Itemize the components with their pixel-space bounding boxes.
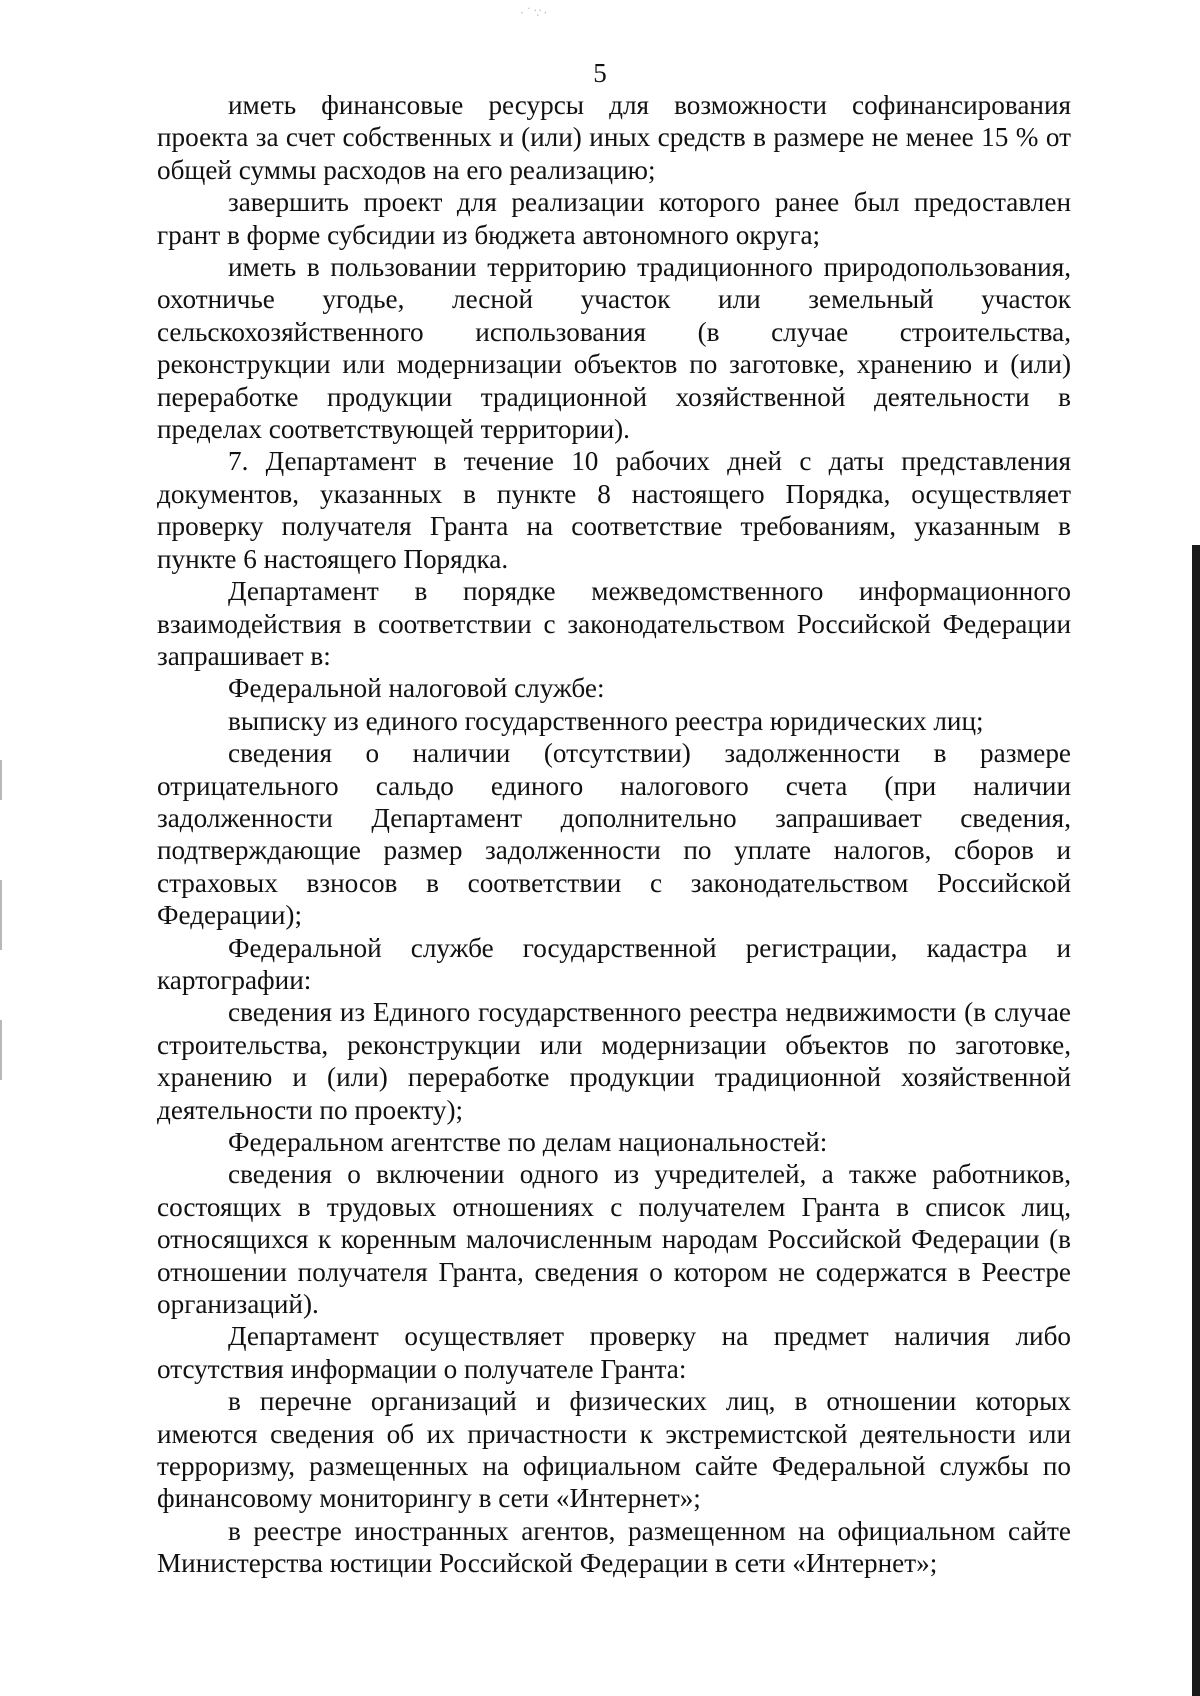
paragraph-indigenous-list: сведения о включении одного из учредителей, а также работников, состоящих в трудовых отношениях с получателем Гранта в список лиц, относящихся к коренным малочисленным народам Российской Федерации (в отношении получателя Гранта, сведения о котором не содержатся в Реестре организаций). <box>157 1159 1071 1320</box>
page-number: 5 <box>593 58 607 88</box>
paragraph-foreign-agents-register: в реестре иностранных агентов, размещенном на официальном сайте Министерства юстиции Российской Федерации в сети «Интернет»; <box>157 1515 1071 1579</box>
paragraph-cofinancing: иметь финансовые ресурсы для возможности софинансирования проекта за счет собственных и (или) иных средств в размере не менее 15 % от общей суммы расходов на его реализацию; <box>157 90 1071 185</box>
paragraph-registration-service: Федеральной службе государственной регистрации, кадастра и картографии: <box>157 932 1071 995</box>
paragraph-item-7: 7. Департамент в течение 10 рабочих дней с даты представления документов, указанных в пункте 8 настоящего Порядка, осуществляет проверку получателя Гранта на соответствие требованиям, указанным в пункте 6 настоящего Порядка. <box>157 446 1071 574</box>
scan-edge-shadow <box>1192 545 1200 1696</box>
paragraph-nationalities-agency: Федеральном агентстве по делам национальностей: <box>228 1127 828 1157</box>
scan-artifact-top: ·˙∵· <box>520 6 550 20</box>
scan-artifact-left <box>0 760 2 800</box>
paragraph-extremism-list: в перечне организаций и физических лиц, в отношении которых имеются сведения об их причастности к экстремистской деятельности или терроризму, размещенных на официальном сайте Федеральной службы по финансовому мониторингу в сети «Интернет»; <box>157 1386 1071 1514</box>
scan-artifact-left <box>0 1020 2 1080</box>
paragraph-interagency-request: Департамент в порядке межведомственного информационного взаимодействия в соответствии с законодательством Российской Федерации запрашивает в: <box>157 576 1071 671</box>
scan-artifact-left <box>0 880 2 950</box>
paragraph-real-estate-register: сведения из Единого государственного реестра недвижимости (в случае строительства, реконструкции или модернизации объектов по заготовке, хранению и (или) переработке продукции традиционной хозяйственной деятельности по проекту); <box>157 997 1071 1125</box>
document-body <box>157 89 1071 1580</box>
paragraph-tax-service: Федеральной налоговой службе: <box>228 673 605 704</box>
paragraph-territory-use: иметь в пользовании территорию традиционного природопользования, охотничье угодье, лесной участок или земельный участок сельскохозяйственного использования (в случае строительства, реконструкции или модернизации объектов по заготовке, хранению и (или) переработке продукции традиционной хозяйственной деятельности в пределах соответствующей территории). <box>157 252 1071 445</box>
paragraph-department-check: Департамент осуществляет проверку на предмет наличия либо отсутствия информации о получателе Гранта: <box>157 1321 1071 1384</box>
paragraph-debt-info: сведения о наличии (отсутствии) задолженности в размере отрицательного сальдо единого налогового счета (при наличии задолженности Департамент дополнительно запрашивает сведения, подтверждающие размер задолженности по уплате налогов, сборов и страховых взносов в соответствии с законодательством Российской Федерации); <box>157 738 1071 931</box>
paragraph-legal-entities-extract: выписку из единого государственного реестра юридических лиц; <box>228 705 984 736</box>
paragraph-complete-project: завершить проект для реализации которого ранее был предоставлен грант в форме субсидии из бюджета автономного округа; <box>157 187 1071 250</box>
